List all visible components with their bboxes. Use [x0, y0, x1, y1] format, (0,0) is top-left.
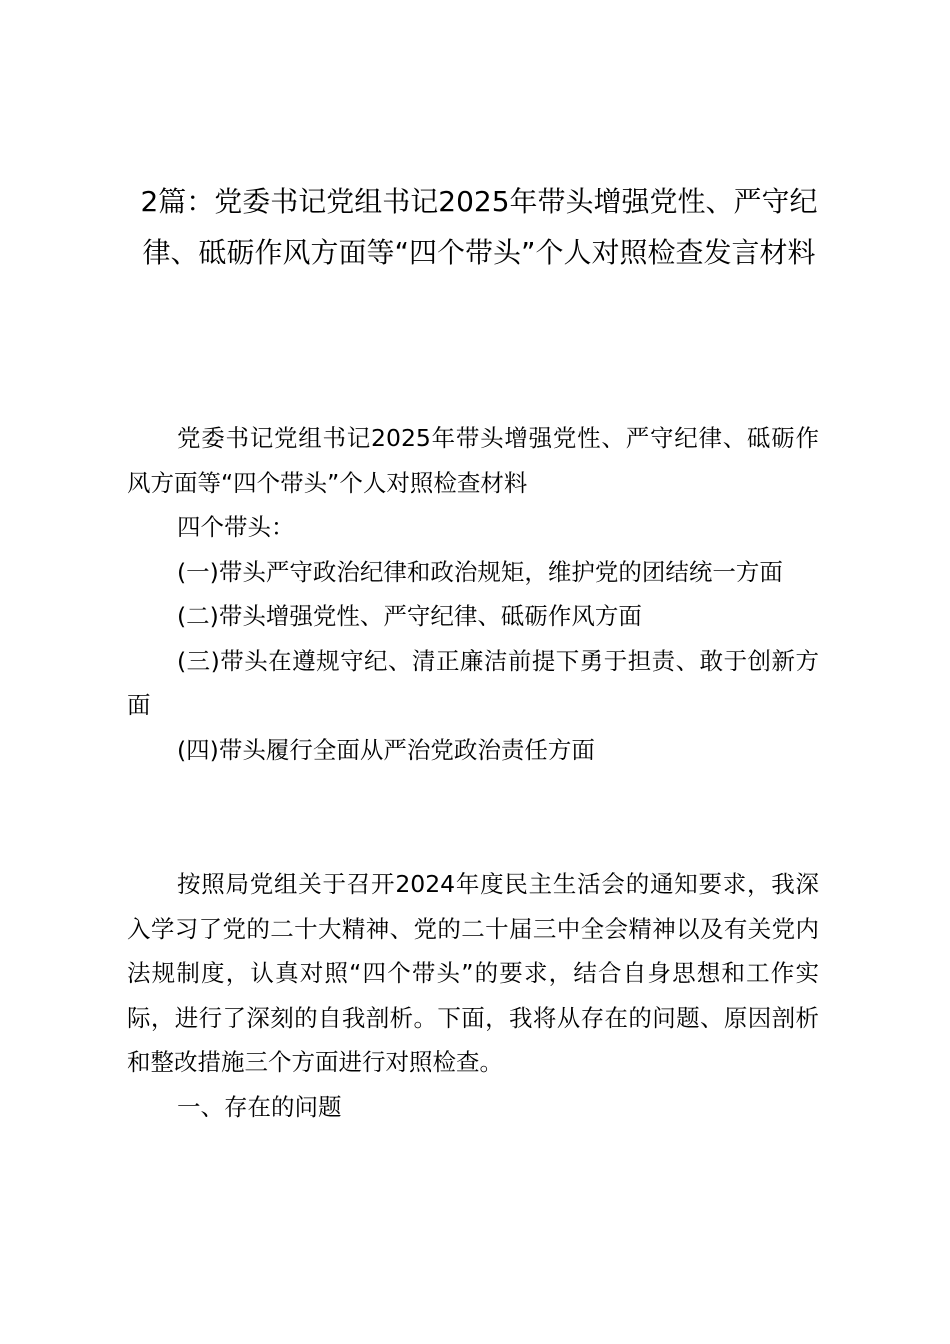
intro-list-item: (一)带头严守政治纪律和政治规矩，维护党的团结统一方面	[177, 557, 783, 586]
intro-paragraph: 党委书记党组书记2025年带头增强党性、严守纪律、砥砺作风方面等“四个带头”个人对照检查材料	[127, 424, 819, 497]
intro-list-item: (四)带头履行全面从严治党政治责任方面	[177, 735, 595, 764]
section-heading: 一、存在的问题	[177, 1092, 342, 1121]
intro-section	[127, 416, 819, 772]
intro-list-item: (三)带头在遵规守纪、清正廉洁前提下勇于担责、敢于创新方面	[127, 646, 819, 719]
intro-list-item: (二)带头增强党性、严守纪律、砥砺作风方面	[177, 602, 642, 630]
body-paragraph: 按照局党组关于召开2024年度民主生活会的通知要求，我深入学习了党的二十大精神、党的二十届三中全会精神以及有关党内法规制度，认真对照“四个带头”的要求，结合自身思想和工作实际，进行了深刻的自我剖析。下面，我将从存在的问题、原因剖析和整改措施三个方面进行对照检查。	[127, 870, 819, 1076]
body-section	[127, 862, 819, 1129]
document-title: 2篇：党委书记党组书记2025年带头增强党性、严守纪律、砥砺作风方面等“四个带头”个人对照检查发言材料	[140, 185, 818, 269]
intro-paragraph: 四个带头：	[177, 513, 295, 541]
